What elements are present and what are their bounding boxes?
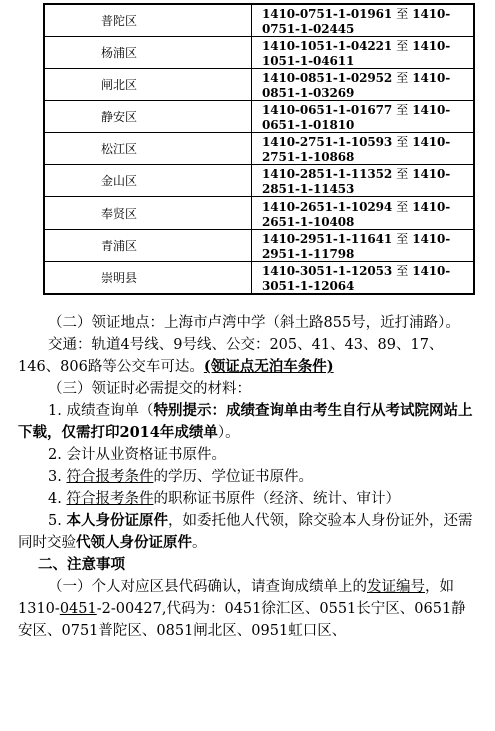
table-row <box>44 101 474 133</box>
material-item-5: 5. 本人身份证原件，如委托他人代领，除交验本人身份证外，还需同时交验代领人身份证原件。 <box>18 512 473 551</box>
district-name: 金山区 <box>44 165 252 197</box>
code-range: 1410-0651-1-01677 至 1410-0651-1-01810 <box>252 101 475 133</box>
material-item-3: 3. 符合报考条件的学历、学位证书原件。 <box>48 469 313 485</box>
notes-paragraph: （一）个人对应区县代码确认，请查询成绩单上的发证编号，如1310-0451-2-00427,代码为：0451徐汇区、0551长宁区、0651静安区、0751普陀区、0851闸北区、0951虹口区、 <box>18 579 466 639</box>
parking-note: (领证点无泊车条件) <box>203 358 334 375</box>
table-row <box>44 69 474 101</box>
table-row <box>44 37 474 69</box>
table-row <box>44 197 474 230</box>
district-name: 青浦区 <box>44 230 252 262</box>
table-row <box>44 133 474 165</box>
body-text <box>18 312 480 642</box>
code-range: 1410-2951-1-11641 至 1410-2951-1-11798 <box>252 230 475 262</box>
district-name: 崇明县 <box>44 262 252 295</box>
code-range: 1410-2651-1-10294 至 1410-2651-1-10408 <box>252 197 475 230</box>
table-row <box>44 230 474 262</box>
table-row <box>44 4 474 37</box>
materials-heading: （三）领证时必需提交的材料： <box>48 381 251 397</box>
code-range: 1410-2851-1-11352 至 1410-2851-1-11453 <box>252 165 475 197</box>
code-range: 1410-0751-1-01961 至 1410-0751-1-02445 <box>252 4 475 37</box>
code-range: 1410-1051-1-04221 至 1410-1051-1-04611 <box>252 37 475 69</box>
district-name: 松江区 <box>44 133 252 165</box>
traffic-paragraph: 交通：轨道4号线、9号线、公交：205、41、43、89、17、146、806路等公交车可达。(领证点无泊车条件) <box>18 337 444 375</box>
district-name: 奉贤区 <box>44 197 252 230</box>
district-code-table <box>43 3 475 295</box>
material-item-4: 4. 符合报考条件的职称证书原件（经济、统计、审计） <box>48 491 400 507</box>
notes-heading: 二、注意事项 <box>38 556 125 573</box>
table-row <box>44 262 474 295</box>
material-item-1: 1. 成绩查询单（特别提示：成绩查询单由考生自行从考试院网站上下载，仅需打印2014年成绩单）。 <box>18 402 473 441</box>
location-paragraph: （二）领证地点：上海市卢湾中学（斜土路855号，近打浦路）。 <box>48 315 460 331</box>
code-range: 1410-0851-1-02952 至 1410-0851-1-03269 <box>252 69 475 101</box>
district-name: 闸北区 <box>44 69 252 101</box>
table-row <box>44 165 474 197</box>
code-range: 1410-2751-1-10593 至 1410-2751-1-10868 <box>252 133 475 165</box>
code-range: 1410-3051-1-12053 至 1410-3051-1-12064 <box>252 262 475 295</box>
material-item-2: 2. 会计从业资格证书原件。 <box>48 447 226 463</box>
district-name: 普陀区 <box>44 4 252 37</box>
district-name: 杨浦区 <box>44 37 252 69</box>
district-name: 静安区 <box>44 101 252 133</box>
